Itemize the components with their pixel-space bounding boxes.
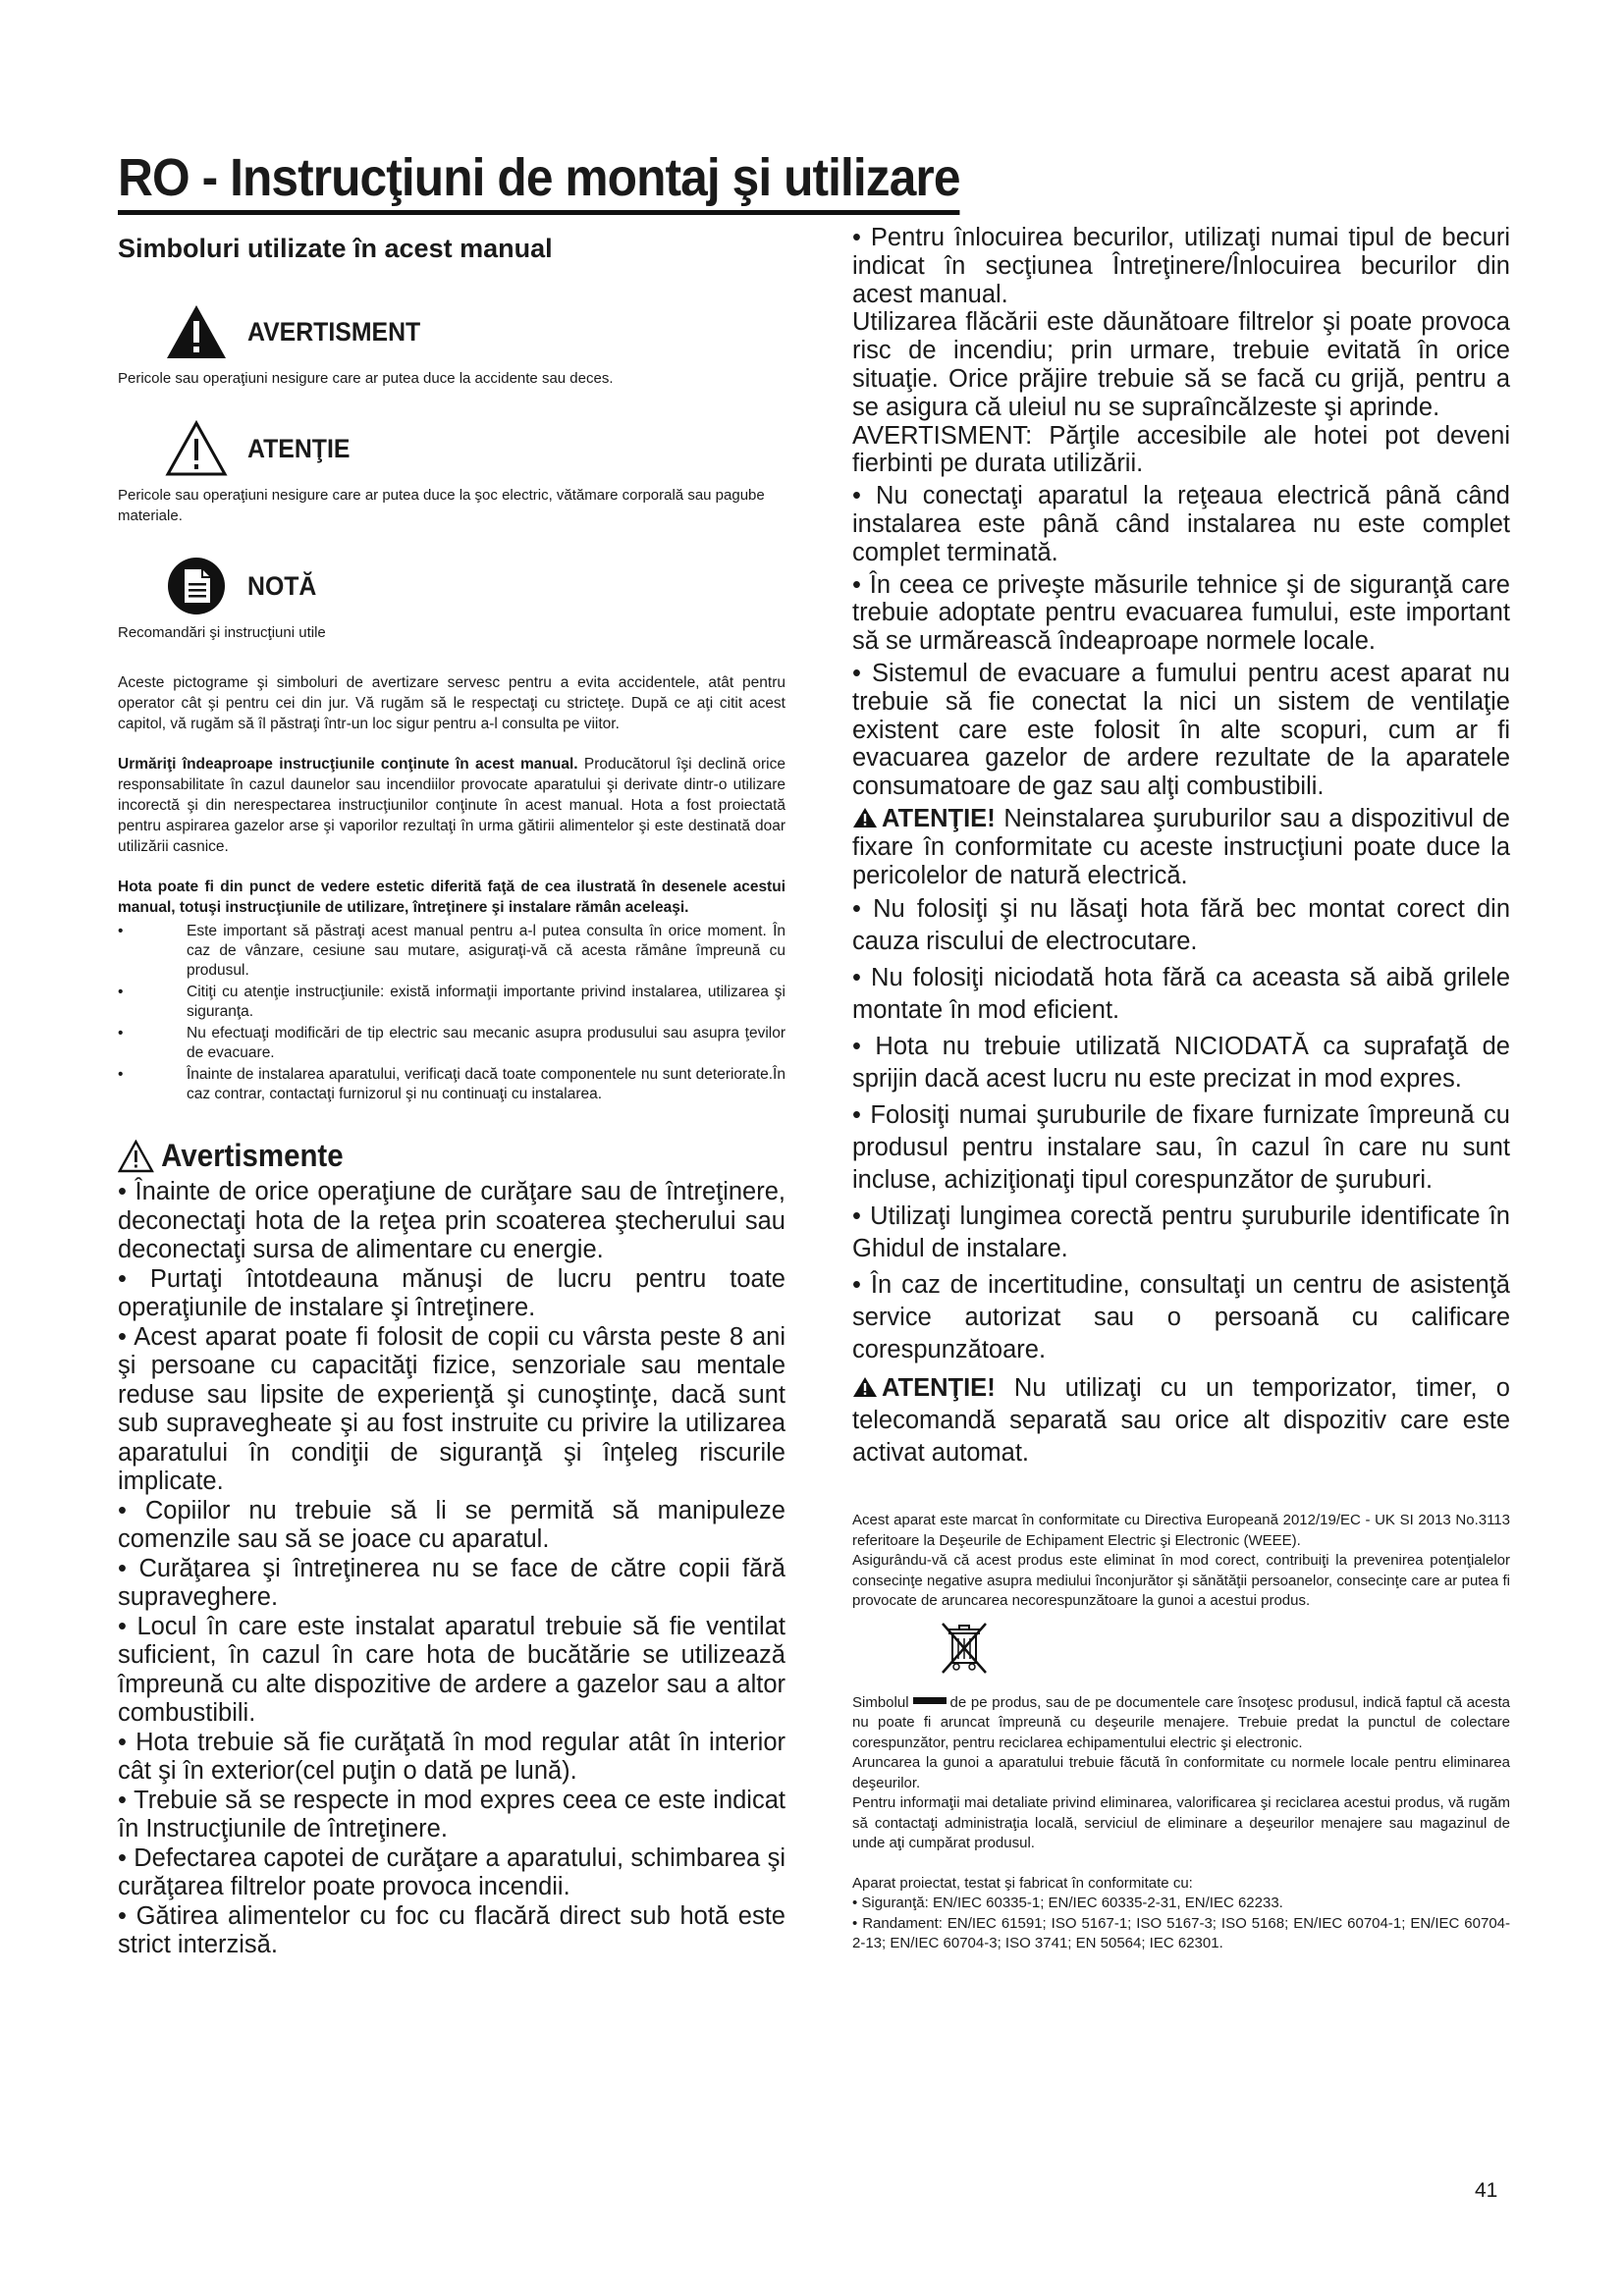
weee-symbol-paragraph: Simbolul de pe produs, sau de pe documentele care însoţesc produsul, indică faptul că acesta nu poate fi aruncat împreună cu deşeurile menajere. Trebuie predat la punctul de colectare corespunzător, pentru reciclarea echipamentului electric şi electronic. xyxy=(852,1693,1510,1751)
exhaust-system-paragraph: • Sistemul de evacuare a fumului pentru acest aparat nu trebuie să fie conectat la nici un sistem de ventilaţie existent care este folosit în alte scopuri, cum ar fi evacuarea gazelor de ardere rezultate de la aparatele consumatoare de gaz sau alţi combustibili. xyxy=(852,659,1510,801)
avertismente-item: • Trebuie să se respecte in mod expres ceea ce este indicat în Instrucţiunile de întreţinere. xyxy=(118,1786,785,1842)
design-note-bold: Hota poate fi din punct de vedere estetic diferită faţă de cea ilustrată în desenele acestui manual, totuşi instrucţiunile de utilizare, întreţinere şi instalare rămân aceleaşi. xyxy=(118,879,785,916)
left-column xyxy=(118,234,785,1960)
bulb-paragraph: • Nu folosiţi şi nu lăsaţi hota fără bec montat corect din cauza riscului de electrocutare. xyxy=(852,895,1510,956)
smoke-measures-paragraph: • În ceea ce priveşte măsurile tehnice şi de siguranţă care trebuie adoptate pentru evacuarea fumului, este important să se urmărească îndeaproape normele locale. xyxy=(852,570,1510,656)
weee-paragraph: Pentru informaţii mai detaliate privind eliminarea, valorificarea şi reciclarea acestui produs, vă rugăm să contactaţi administraţia locală, serviciul de eliminare a deşeurilor menajere sau magazinul de unde aţi cumpărat produsul. xyxy=(852,1794,1510,1852)
right-column xyxy=(852,224,1510,1954)
hot-parts-paragraph: AVERTISMENT: Părţile accesibile ale hotei pot deveni fierbinti pe durata utilizării. xyxy=(852,421,1510,478)
avertisment-label: AVERTISMENT xyxy=(247,316,421,347)
screw-length-paragraph: • Utilizaţi lungimea corectă pentru şuruburile identificate în Ghidul de instalare. xyxy=(852,1202,1510,1263)
weee-paragraph: Acest aparat este marcat în conformitate cu Directiva Europeană 2012/19/EC - UK SI 2013 No.3113 referitoare la Deşeurile de Echipament Electric şi Electronic (WEEE). xyxy=(852,1512,1510,1549)
weee-paragraph: Aruncarea la gunoi a aparatului trebuie făcută în conformitate cu normele locale pentru eliminarea deşeurilor. xyxy=(852,1754,1510,1791)
screws-paragraph: • Folosiţi numai şuruburile de fixare furnizate împreună cu produsul pentru instalare sau, în cazul în care nu sunt incluse, achiziţionaţi tipul corespunzător de şuruburi. xyxy=(852,1101,1510,1195)
warning-filled-triangle-icon xyxy=(165,301,228,362)
avertismente-heading xyxy=(118,1138,732,1174)
weee-paragraph: Asigurându-vă că acest produs este eliminat în mod corect, contribuiţi la prevenirea potenţialelor consecinţe negative asupra mediului înconjurător şi sănătăţii persoanelor, consecinţe care ar putea fi provocate de aruncarea necorespunzătoare la gunoi a acestui produs. xyxy=(852,1552,1510,1610)
design-note-paragraph xyxy=(118,877,785,918)
weee-bar-icon xyxy=(913,1697,947,1704)
atentie-timer-text: Nu utilizaţi cu un temporizator, timer, o telecomandă separată sau orice alt dispozitiv care este activat automat. xyxy=(852,1374,1510,1468)
follow-instructions-text: Producătorul îşi declină orice responsabilitate în cazul daunelor sau incendiilor provocate aparatului şi derivate dintr-o utilizare incorectă şi din nerespectarea instrucţiunilor conţinute în acest manual. Hota a fost proiectată pentru aspirarea gazelor arse şi vaporilor rezultaţi în urma gătirii alimentelor şi este destinată doar utilizării casnice. xyxy=(118,756,785,855)
weee-crossed-bin-icon xyxy=(935,1620,994,1679)
nota-desc: Recomandări şi instrucţiuni utile xyxy=(118,624,326,641)
standards-safety: • Siguranţă: EN/IEC 60335-1; EN/IEC 60335-2-31, EN/IEC 62233. xyxy=(852,1895,1283,1912)
warning-filled-triangle-icon xyxy=(852,807,878,828)
nota-label: NOTĂ xyxy=(247,570,317,601)
atentie-label: ATENŢIE! xyxy=(882,804,996,832)
atentie-timer-paragraph xyxy=(852,1372,1510,1469)
small-bullet-list xyxy=(118,922,785,1104)
list-item: • Nu efectuaţi modificări de tip electric sau mecanic asupra produsului sau asupra ţevilor de evacuare. xyxy=(118,1025,785,1061)
atentie-desc: Pericole sau operaţiuni nesigure care ar putea duce la şoc electric, vătămare corporală sau pagube materiale. xyxy=(118,487,765,524)
avertismente-item: • Curăţarea şi întreţinerea nu se face de către copii fără supraveghere. xyxy=(118,1554,785,1611)
list-item: • Este important să păstraţi acest manual pentru a-l putea consulta în orice moment. În caz de vânzare, cesiune sau mutare, asiguraţi-vă că acesta rămâne împreună cu produsul. xyxy=(118,923,785,979)
avertismente-item: • Gătirea alimentelor cu foc cu flacără direct sub hotă este strict interzisă. xyxy=(118,1901,785,1958)
flame-paragraph: Utilizarea flăcării este dăunătoare filtrelor şi poate provoca risc de incendiu; prin urmare, trebuie evitată în orice situaţie. Orice prăjire trebuie să se facă cu grijă, pentru a se asigura că uleiul nu se supraîncălzeste şi aprinde. xyxy=(852,308,1510,421)
support-paragraph: • Hota nu trebuie utilizată NICIODATĂ ca suprafaţă de sprijin dacă acest lucru nu este precizat in mod expres. xyxy=(852,1033,1510,1094)
atentie-screws-text: Neinstalarea şuruburilor sau a dispozitivul de fixare în conformitate cu aceste instrucţiuni poate duce la pericolelor de natură electrică. xyxy=(852,804,1510,889)
list-item: • Citiţi cu atenţie instrucţiunile: există informaţii importante privind instalarea, utilizarea şi siguranţa. xyxy=(118,984,785,1020)
standards-performance: • Randament: EN/IEC 61591; ISO 5167-1; ISO 5167-3; ISO 5168; EN/IEC 60704-1; EN/IEC 60704-2-13; EN/IEC 60704-3; ISO 3741; EN 50564; IEC 62301. xyxy=(852,1914,1510,1952)
symbol-nota xyxy=(118,556,785,643)
avertismente-heading-text: Avertismente xyxy=(161,1138,344,1173)
service-paragraph: • În caz de incertitudine, consultaţi un centru de asistenţă service autorizat sau o persoană cu calificare corespunzătoare. xyxy=(852,1271,1510,1364)
avertismente-item: • Acest aparat poate fi folosit de copii cu vârsta peste 8 ani şi persoane cu capacităţi fizice, senzoriale sau mentale reduse sau lipsite de experienţă şi cunoştinţe, dacă sunt sub supravegheate şi au fost instruite cu privire la utilizarea aparatului în condiţii de siguranţă şi înţeleg riscurile implicate. xyxy=(118,1322,785,1495)
avertismente-item: • Înainte de orice operaţiune de curăţare sau de întreţinere, deconectaţi hota de la reţea prin scoaterea ştecherului sau deconectaţi sursa de alimentare cu energie. xyxy=(118,1178,785,1263)
atentie-screws-paragraph xyxy=(852,805,1510,889)
standards-intro: Aparat proiectat, testat şi fabricat în conformitate cu: xyxy=(852,1874,1193,1892)
pictograms-paragraph: Aceste pictograme şi simboluri de avertizare servesc pentru a evita accidentele, atât pentru operator cât şi pentru cei din jur. Vă rugăm să le respectaţi cu stricteţe. După ce aţi citit acest capitol, vă rugăm să îl păstraţi într-un loc sigur pentru a-l consulta pe viitor. xyxy=(118,674,785,732)
symbol-avertisment xyxy=(118,301,785,389)
avertisment-desc: Pericole sau operaţiuni nesigure care ar putea duce la accidente sau deces. xyxy=(118,370,614,387)
atentie-label: ATENŢIE! xyxy=(882,1374,996,1403)
follow-instructions-paragraph xyxy=(118,754,785,857)
follow-instructions-bold: Urmăriţi îndeaproape instrucţiunile conţinute în acest manual. xyxy=(118,756,578,773)
avertismente-item: • Copiilor nu trebuie să li se permită să manipuleze comenzile sau să se joace cu aparatul. xyxy=(118,1496,785,1553)
symbol-atentie xyxy=(118,418,785,526)
symbols-heading: Simboluri utilizate în acest manual xyxy=(118,234,553,263)
warning-filled-triangle-icon xyxy=(852,1376,878,1398)
avertismente-item: • Defectarea capotei de curăţare a aparatului, schimbarea şi curăţarea filtrelor poate provoca incendii. xyxy=(118,1843,785,1900)
page-number: 41 xyxy=(1475,2179,1498,2202)
avertismente-item: • Locul în care este instalat aparatul trebuie să fie ventilat suficient, în cazul în care hota de bucătărie se utilizează împreună cu alte dispozitive de ardere a gazelor sau a altor combustibili. xyxy=(118,1612,785,1727)
page-title: RO - Instrucţiuni de montaj şi utilizare xyxy=(118,147,960,215)
avertismente-item: • Hota trebuie să fie curăţată în mod regular atât în interior cât şi în exterior(cel puţin o dată pe lună). xyxy=(118,1728,785,1785)
warning-outline-triangle-icon xyxy=(165,418,228,479)
note-document-icon xyxy=(165,556,228,616)
atentie-label: ATENŢIE xyxy=(247,433,351,463)
warning-outline-triangle-icon xyxy=(118,1140,154,1173)
list-item: • Înainte de instalarea aparatului, verificaţi dacă toate componentele nu sunt deteriorate.În caz contrar, contactaţi furnizorul şi nu continuaţi cu instalarea. xyxy=(118,1066,785,1102)
avertismente-item: • Purtaţi întotdeauna mănuşi de lucru pentru toate operaţiunile de instalare şi întreţinere. xyxy=(118,1264,785,1321)
weee-section xyxy=(852,1511,1510,1954)
bulb-replacement-paragraph: • Pentru înlocuirea becurilor, utilizaţi numai tipul de becuri indicat în secţiunea Întreţinere/Înlocuirea becurilor din acest manual. xyxy=(852,224,1510,308)
connect-paragraph: • Nu conectaţi aparatul la reţeaua electrică până când instalarea este până când instalarea nu este complet complet terminată. xyxy=(852,482,1510,566)
grilles-paragraph: • Nu folosiţi niciodată hota fără ca aceasta să aibă grilele montate în mod eficient. xyxy=(852,964,1510,1025)
